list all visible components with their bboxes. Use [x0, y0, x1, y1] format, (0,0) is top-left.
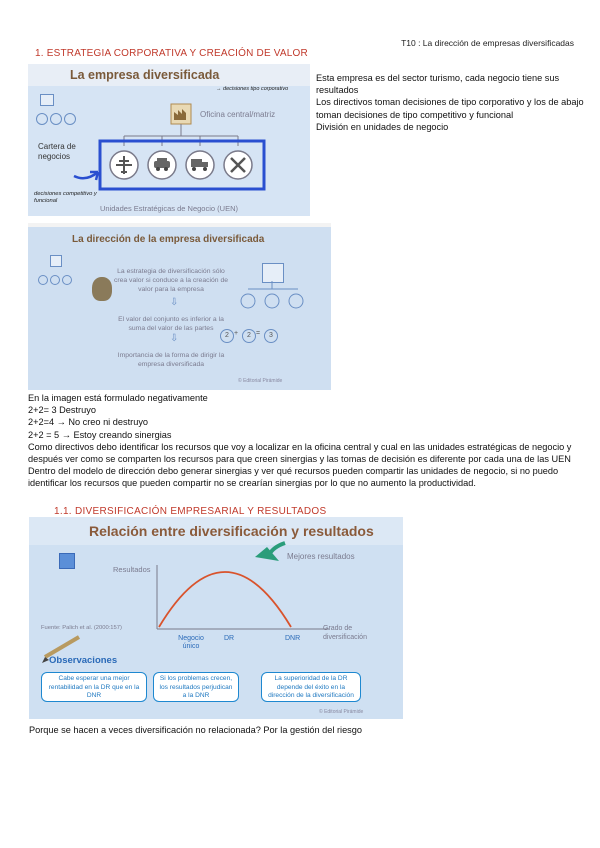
eq-circle: 2 — [220, 329, 234, 343]
x-tick-3: DNR — [285, 635, 301, 642]
equals-sign: = — [256, 330, 261, 337]
arrow-down-icon: ⇩ — [170, 297, 179, 308]
copyright: © Editorial Pirámide — [319, 709, 364, 715]
circle-icon — [38, 275, 48, 285]
slide-title: La empresa diversificada — [70, 68, 220, 82]
slide-title: La dirección de la empresa diversificada — [72, 234, 265, 245]
circle-icon — [62, 275, 72, 285]
circle-icon — [50, 275, 60, 285]
text-block-1 — [316, 72, 584, 133]
eq-circle: 2 — [242, 329, 256, 343]
text-line: Los directivos toman decisiones de tipo corporativo y los de abajo toman decisiones de tipo competitivo y funcional — [316, 97, 584, 120]
hand-note-top: → decisiones tipo corporativo — [216, 86, 289, 92]
arrow-down-icon: ⇩ — [170, 333, 179, 344]
text-line: En la imagen está formulado negativamente — [28, 393, 208, 403]
mejores-label: Mejores resultados — [287, 552, 355, 561]
x-axis-label: Grado de diversificación — [323, 625, 367, 641]
hand-note-left: decisiones competitivo y funcional — [34, 191, 97, 204]
uen-label: Unidades Estratégicas de Negocio (UEN) — [100, 204, 238, 213]
text-line: Esta empresa es del sector turismo, cada negocio tiene sus resultados — [316, 73, 560, 96]
section-heading-1-1: 1.1. DIVERSIFICACIÓN EMPRESARIAL Y RESULTADOS — [54, 506, 327, 517]
source-label: Fuente: Palich et al. (2000:157) — [41, 625, 122, 631]
x-tick-2: DR — [224, 635, 235, 642]
eq-circle: 3 — [264, 329, 278, 343]
text-line: Dentro del modelo de dirección debo generar sinergias y ver qué recursos pueden compartir las unidades de negocio, si no puedo identificar los recursos que pueden compartir no se crearían sinergias por lo que no aumento la productividad. — [28, 466, 559, 489]
mini-org-chart — [238, 281, 318, 311]
slide2-text-2: El valor del conjunto es inferior a la suma del valor de las partes — [118, 316, 224, 332]
office-box-icon — [262, 263, 284, 283]
text-block-3: Porque se hacen a veces diversificación no relacionada? Por la gestión del riesgo — [29, 725, 362, 735]
page-header: T10 : La dirección de empresas diversificadas — [401, 38, 574, 48]
text-line: 2+2= 3 Destruyo — [28, 405, 96, 416]
copyright: © Editorial Pirámide — [238, 378, 283, 384]
text-line: 2+2=4 → No creo ni destruyo — [28, 417, 149, 428]
slide2-text-3: Importancia de la forma de dirigir la empresa diversificada — [117, 352, 225, 368]
text-line: 2+2 = 5 → Estoy creando sinergias — [28, 429, 172, 440]
section-heading-1: 1. ESTRATEGIA CORPORATIVA Y CREACIÓN DE VALOR — [35, 48, 308, 59]
text-line: División en unidades de negocio — [316, 121, 449, 132]
y-axis-label: Resultados — [113, 565, 151, 574]
slide2-text-1: La estrategia de diversificación sólo crea valor si conduce a la creación de valor para la empresa — [113, 268, 229, 293]
obs-box-2: Si los problemas crecen, los resultados perjudican a la DNR — [153, 672, 239, 702]
money-bag-icon — [92, 277, 112, 301]
slide-title: Relación entre diversificación y resultados — [89, 523, 374, 539]
slide-empresa-diversificada — [28, 64, 310, 216]
text-line: Como directivos debo identificar los recursos que voy a localizar en la oficina central y cual en las unidades estratégicas de negocio y después ver como se comparten los recursos para que creen sinergias y las tomas de decisión es diferente por cada una de las UEN — [28, 441, 572, 465]
square-icon — [50, 255, 62, 267]
slide-diversificacion-resultados — [29, 517, 403, 719]
x-tick-1: Negocio único — [178, 635, 204, 650]
cartera-label: Cartera de negocios — [38, 142, 76, 161]
obs-box-3: La superioridad de la DR depende del éxito en la dirección de la diversificación — [261, 672, 361, 702]
office-label: Oficina central/matriz — [200, 110, 276, 119]
slide-direccion-empresa — [28, 223, 331, 390]
obs-box-1: Cabe esperar una mejor rentabilidad en la DR que en la DNR — [41, 672, 147, 702]
text-block-2 — [28, 392, 583, 490]
plus-sign: + — [234, 330, 239, 337]
obs-title: Observaciones — [49, 655, 118, 666]
